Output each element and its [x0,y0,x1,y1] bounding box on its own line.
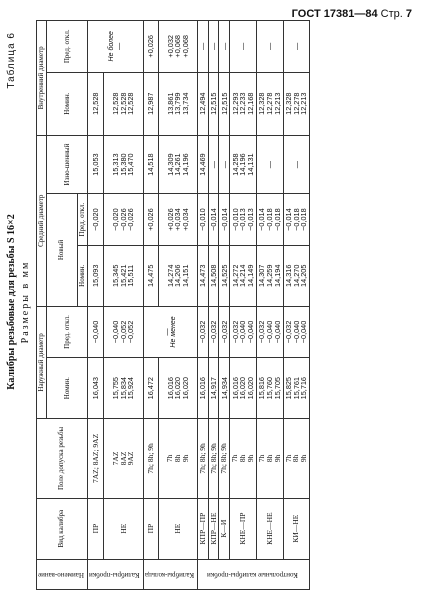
table-row [159,21,197,590]
cell-kind: КНЕ—ПР [230,498,257,559]
cell-outer-dev: −0,032 −0,040 −0,040 [283,306,310,358]
cell-outer-nom: 14,934 [219,358,230,419]
col-kind: Вид калибра [37,498,88,559]
cell-inner-dev: — [256,21,283,73]
cell-outer-nom: 15,825 15,761 15,716 [283,358,310,419]
col-middle-nom: Номин. [77,245,87,306]
cell-inner-nom: 12,987 [143,72,159,135]
cell-inner-dev: +0,026 [143,21,159,73]
cell-outer-nom: 16,016 16,020 16,020 [230,358,257,419]
cell-middle-nom: 14,525 [219,245,230,306]
cell-outer-nom: 16,472 [143,358,159,419]
cell-outer-nom: 16,043 [88,358,104,419]
cell-inner-nom: 12,528 [88,72,104,135]
cell-inner-nom: 12,293 12,233 12,168 [230,72,257,135]
cell-middle-nom: 14,307 14,259 14,194 [256,245,283,306]
cell-inner-nom: 12,515 [219,72,230,135]
cell-outer-dev: −0,040 −0,052 −0,052 [104,306,143,358]
cell-middle-nom: 15,345 15,421 15,511 [104,245,143,306]
cell-middle-nom: 14,475 [143,245,159,306]
cell-outer-nom: 16,016 16,020 16,020 [159,358,197,419]
cell-middle-nom: 14,316 14,270 14,205 [283,245,310,306]
cell-field: 7h 8h 9h [159,419,197,499]
cell-middle-dev: −0,014 −0,018 −0,018 [256,194,283,246]
cell-kind: ПР [143,498,159,559]
col-group: Наимено-вание [37,559,88,589]
col-middle-dev: Пред. откл. [77,194,87,246]
table-row [230,21,257,590]
cell-inner-nom: 12,328 12,278 12,213 [256,72,283,135]
cell-worn: 15,313 15,380 15,470 [104,135,143,194]
table-label: Таблица 6 [6,32,17,89]
note-min: Не менее [170,316,178,348]
cell-worn: 14,469 [197,135,208,194]
cell-middle-dev: −0,014 [219,194,230,246]
cell-outer-dev: −0,032 −0,040 −0,040 [230,306,257,358]
cell-kind: КНЕ—НЕ [256,498,283,559]
table-row [208,21,219,590]
col-middle: Средний диаметр [37,135,47,306]
cell-inner-nom: 13,861 13,799 13,734 [159,72,197,135]
table-row [256,21,283,590]
table-row [197,21,208,590]
cell-outer-dev: −0,032 [208,306,219,358]
cell-middle-nom: 15,093 [88,245,104,306]
cell-field: 7h 8h 9h [230,419,257,499]
cell-kind: НЕ [159,498,197,559]
col-outer: Наружный диаметр [37,306,47,418]
cell-middle-dev: +0,026 [143,194,159,246]
cell-middle-nom: 14,473 [197,245,208,306]
cell-kind: КПР—НЕ [208,498,219,559]
standard-number: ГОСТ 17381—84 [291,8,378,20]
cell-worn: 14,518 [143,135,159,194]
cell-inner-dev: Не более — [88,21,143,73]
cell-middle-dev: −0,020 [88,194,104,246]
cell-kind: КПР—ПР [197,498,208,559]
cell-field: 7h; 8h; 9h [208,419,219,499]
cell-worn: 14,258 14,196 14,131 [230,135,257,194]
cell-inner-nom: 12,528 12,528 12,528 [104,72,143,135]
cell-middle-nom: 14,272 14,214 14,149 [230,245,257,306]
col-worn: Изно-шенный [47,135,88,194]
cell-field: 7h 8h 9h [283,419,310,499]
cell-outer-dev: — Не менее [143,306,197,358]
cell-worn: — [208,135,219,194]
cell-outer-nom: 15,755 15,834 15,924 [104,358,143,419]
cell-inner-dev: — [208,21,219,73]
page-number: 7 [405,8,412,20]
table-row [143,21,159,590]
cell-inner-dev: — [197,21,208,73]
table-row [283,21,310,590]
table-row [219,21,230,590]
units-caption: Размеры в мм [20,260,31,344]
cell-outer-dev: −0,032 [197,306,208,358]
table-row [88,21,104,590]
cell-inner-nom: 12,328 12,278 12,213 [283,72,310,135]
cell-worn: — [256,135,283,194]
col-new: Новый [47,194,78,306]
group-rings: Калибры-кольца [143,559,197,589]
cell-inner-dev: — [283,21,310,73]
cell-inner-nom: 12,494 [197,72,208,135]
cell-kind: К—И [219,498,230,559]
col-outer-dev: Пред. откл. [47,306,88,358]
cell-outer-nom: 15,816 15,760 15,705 [256,358,283,419]
cell-middle-nom: 14,274 14,206 14,151 [159,245,197,306]
col-outer-nom: Номин. [47,358,88,419]
cell-middle-dev: −0,010 −0,013 −0,013 [230,194,257,246]
cell-outer-nom: 16,016 [197,358,208,419]
cell-field: 7h; 8h; 9h [219,419,230,499]
cell-worn: 15,053 [88,135,104,194]
cell-field: 7AZ; 8AZ; 9AZ [88,419,104,499]
cell-inner-dev: — [219,21,230,73]
cell-middle-dev: +0,026 +0,034 +0,034 [159,194,197,246]
cell-middle-nom: 14,508 [208,245,219,306]
group-plugs: Калибры-пробки [88,559,143,589]
gauge-table [36,20,310,590]
cell-worn: 14,309 14,261 14,196 [159,135,197,194]
cell-middle-dev: −0,014 [208,194,219,246]
cell-kind: ПР [88,498,104,559]
cell-middle-dev: −0,010 [197,194,208,246]
col-field: Поле допуска резьбы [37,419,88,499]
table-row [104,21,143,590]
cell-middle-dev: −0,014 −0,018 −0,018 [283,194,310,246]
page-label: Стр. [380,8,403,20]
cell-outer-dev: −0,032 −0,040 −0,040 [256,306,283,358]
col-inner-dev: Пред. откл. [47,21,88,73]
cell-outer-nom: 14,917 [208,358,219,419]
col-inner-nom: Номин. [47,72,88,135]
cell-kind: НЕ [104,498,143,559]
cell-inner-dev: +0,032 +0,068 +0,068 [159,21,197,73]
cell-field: 7AZ 8AZ 9AZ [104,419,143,499]
cell-outer-dev: −0,032 [219,306,230,358]
cell-field: 7h 8h 9h [256,419,283,499]
cell-middle-dev: −0,020 −0,026 −0,026 [104,194,143,246]
note-max: Не более [108,31,115,62]
table-title: Калибры резьбовые для резьбы S 16×2 [6,214,17,390]
cell-field: 7h; 8h; 9h [197,419,208,499]
cell-kind: КИ—НЕ [283,498,310,559]
cell-inner-nom: 12,515 [208,72,219,135]
cell-worn: — [283,135,310,194]
table-body [88,21,310,590]
cell-field: 7h; 8h; 9h [143,419,159,499]
cell-inner-dev: — [230,21,257,73]
col-inner: Внутренний диаметр [37,21,47,136]
group-control: Контрольные калибры-пробки [197,559,310,589]
cell-outer-dev: −0,040 [88,306,104,358]
table-head [37,21,88,590]
cell-worn: — [219,135,230,194]
